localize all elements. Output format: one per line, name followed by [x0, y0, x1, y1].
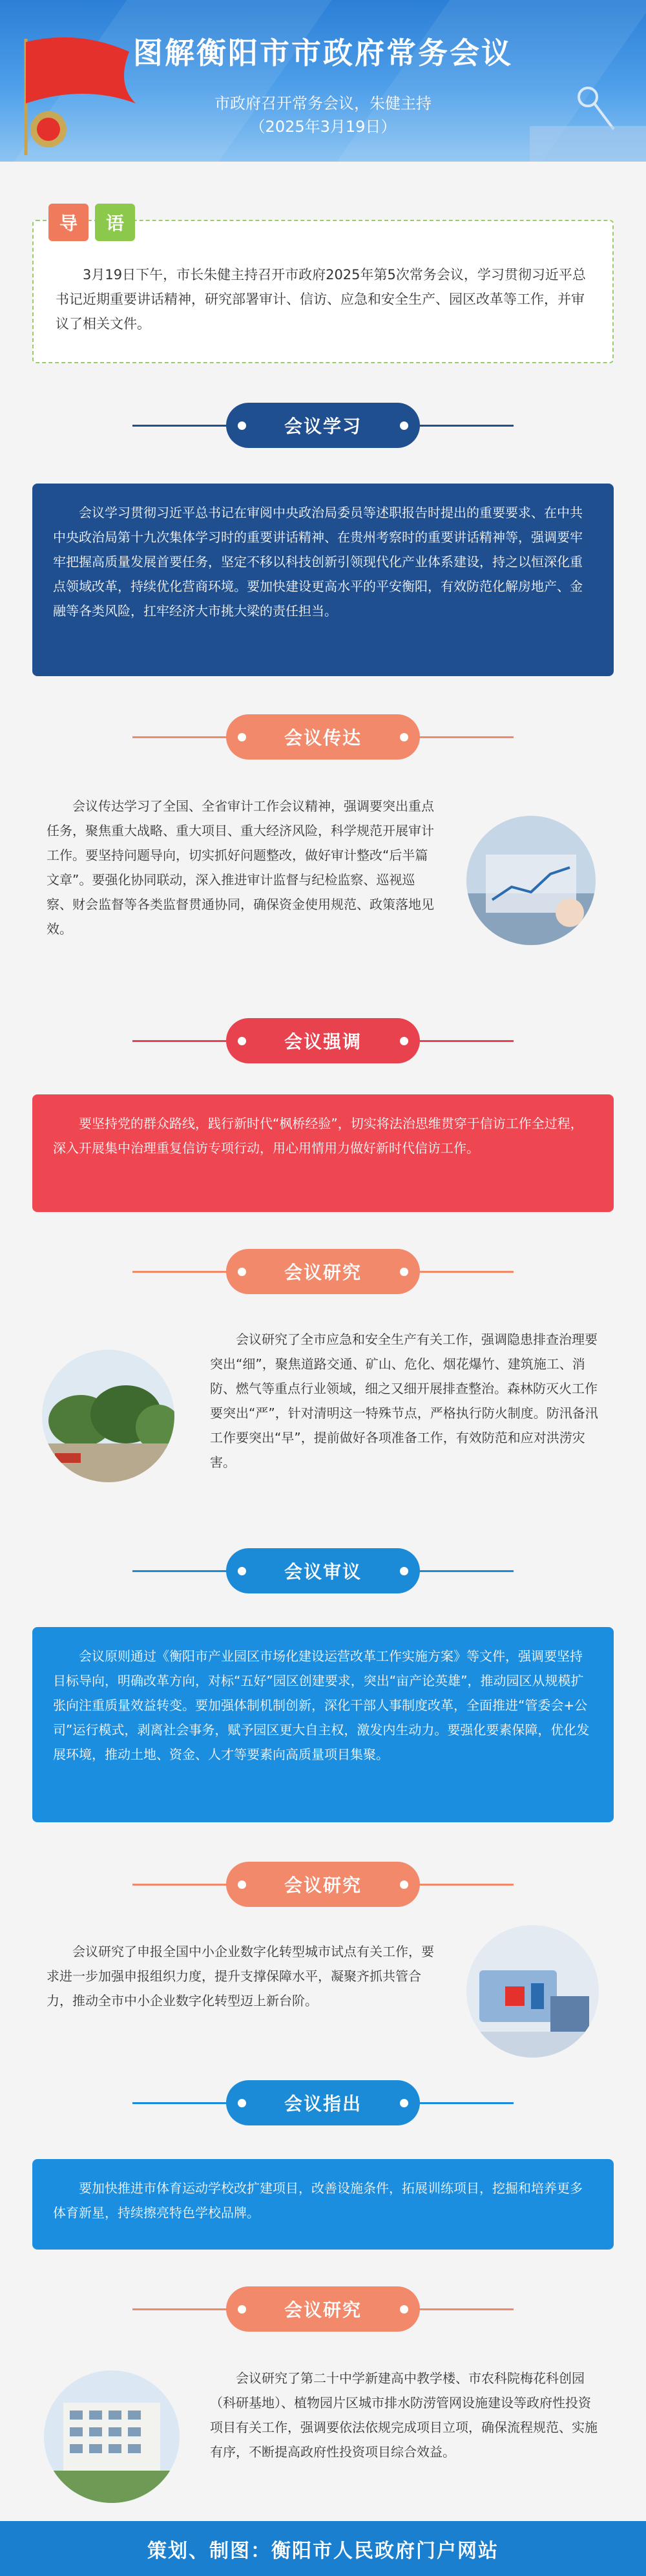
section-text-4 — [210, 1327, 601, 1474]
section-heading-label: 会议研究 — [226, 1862, 420, 1907]
section-box-3 — [32, 1094, 614, 1212]
section-heading-label: 会议审议 — [226, 1548, 420, 1593]
section-text-8 — [210, 2366, 601, 2464]
header-banner — [0, 0, 646, 162]
section-heading-label: 会议强调 — [226, 1018, 420, 1063]
section-heading-8 — [0, 2286, 646, 2332]
section-text: 会议研究了申报全国中小企业数字化转型城市试点有关工作，要求进一步加强申报组织力度，提升支撑保障水平，凝聚齐抓共管合力，推动全市中小企业数字化转型迈上新台阶。 — [47, 1944, 434, 2008]
section-heading-5 — [0, 1548, 646, 1593]
page-date: （2025年3月19日） — [249, 118, 397, 136]
section-text-6 — [47, 1939, 434, 2013]
section-text: 会议研究了全市应急和安全生产有关工作，强调隐患排查治理要突出“细”，聚焦道路交通、矿山、危化、烟花爆竹、建筑施工、消防、燃气等重点行业领域，细之又细开展排查整治。森林防灭火工作要突出“严”，针对清明这一特殊节点，严格执行防火制度。防汛备汛工作要突出“早”，提前做好各项准备工作，有效防范和应对洪涝灾害。 — [210, 1332, 598, 1470]
section-text: 会议学习贯彻习近平总书记在审阅中央政治局委员等述职报告时提出的重要要求、在中共中央政治局第十九次集体学习时的重要讲话精神、在贵州考察时的重要讲话精神等，强调要牢牢把握高质量发展首要任务，坚定不移以科技创新引领现代化产业体系建设，持之以恒深化重点领域改革，持续优化营商环境。要加快建设更高水平的平安衡阳，有效防范化解房地产、金融等各类风险，扛牢经济大市挑大梁的责任担当。 — [53, 505, 583, 619]
section-box-5 — [32, 1627, 614, 1822]
section-text: 会议传达学习了全国、全省审计工作会议精神，强调要突出重点任务，聚焦重大战略、重大项目、重大经济风险，科学规范开展审计工作。要坚持问题导向，切实抓好问题整改，做好审计整改“后半篇文章”。要强化协同联动，深入推进审计监督与纪检监察、巡视巡察、财会监督等各类监督贯通协同，确保资金使用规范、政策落地见效。 — [47, 798, 434, 937]
digital-photo-image — [466, 1925, 599, 2058]
section-text: 要坚持党的群众路线，践行新时代“枫桥经验”，切实将法治思维贯穿于信访工作全过程，深入开展集中治理重复信访专项行动，用心用情用力做好新时代信访工作。 — [53, 1116, 583, 1156]
intro-tag-2: 语 — [95, 204, 135, 241]
section-heading-label: 会议指出 — [226, 2080, 420, 2125]
section-heading-label: 会议传达 — [226, 714, 420, 760]
intro-box — [32, 220, 614, 363]
section-box-1 — [32, 484, 614, 676]
section-heading-7 — [0, 2080, 646, 2125]
section-text: 会议原则通过《衡阳市产业园区市场化建设运营改革工作实施方案》等文件，强调要坚持目标导向，明确改革方向，对标“五好”园区创建要求，突出“亩产论英雄”，推动园区从规模扩张向注重质量效益转变。要加强体制机制创新，深化干部人事制度改革，全面推进“管委会+公司”运行模式，剥离社会事务，赋予园区更大自主权，激发内生动力。要强化要素保障，优化发展环境，推动土地、资金、人才等要素向高质量项目集聚。 — [53, 1648, 590, 1762]
section-heading-label: 会议研究 — [226, 2286, 420, 2332]
section-heading-label: 会议学习 — [226, 403, 420, 448]
section-text: 要加快推进市体育运动学校改扩建项目，改善设施条件，拓展训练项目，挖掘和培养更多体育新星，持续擦亮特色学校品牌。 — [53, 2180, 583, 2220]
section-box-7 — [32, 2159, 614, 2250]
footer-credit: 策划、制图：衡阳市人民政府门户网站 — [0, 2521, 646, 2576]
finance-photo-image — [466, 816, 596, 945]
intro-tags — [48, 204, 135, 241]
section-heading-3 — [0, 1018, 646, 1063]
section-heading-6 — [0, 1862, 646, 1907]
section-heading-label: 会议研究 — [226, 1249, 420, 1294]
forest-photo-image — [42, 1350, 174, 1482]
intro-text: 3月19日下午，市长朱健主持召开市政府2025年第5次常务会议，学习贯彻习近平总书记近期重要讲话精神，研究部署审计、信访、应急和安全生产、园区改革等工作，并审议了相关文件。 — [56, 267, 586, 332]
building-photo-image — [44, 2370, 180, 2503]
podium-shape — [530, 126, 646, 162]
intro-tag-1: 导 — [48, 204, 89, 241]
section-heading-4 — [0, 1249, 646, 1294]
page-subtitle: 市政府召开常务会议，朱健主持 — [214, 94, 432, 112]
page-title: 图解衡阳市市政府常务会议 — [133, 36, 513, 70]
section-text: 会议研究了第二十中学新建高中教学楼、市农科院梅花科创园（科研基地）、植物园片区城市排水防涝管网设施建设等政府性投资项目有关工作，强调要依法依规完成项目立项，确保流程规范、实施有序，不断提高政府性投资项目综合效益。 — [210, 2370, 598, 2460]
section-text-2 — [47, 794, 434, 941]
section-heading-2 — [0, 714, 646, 760]
section-heading-1 — [0, 403, 646, 448]
